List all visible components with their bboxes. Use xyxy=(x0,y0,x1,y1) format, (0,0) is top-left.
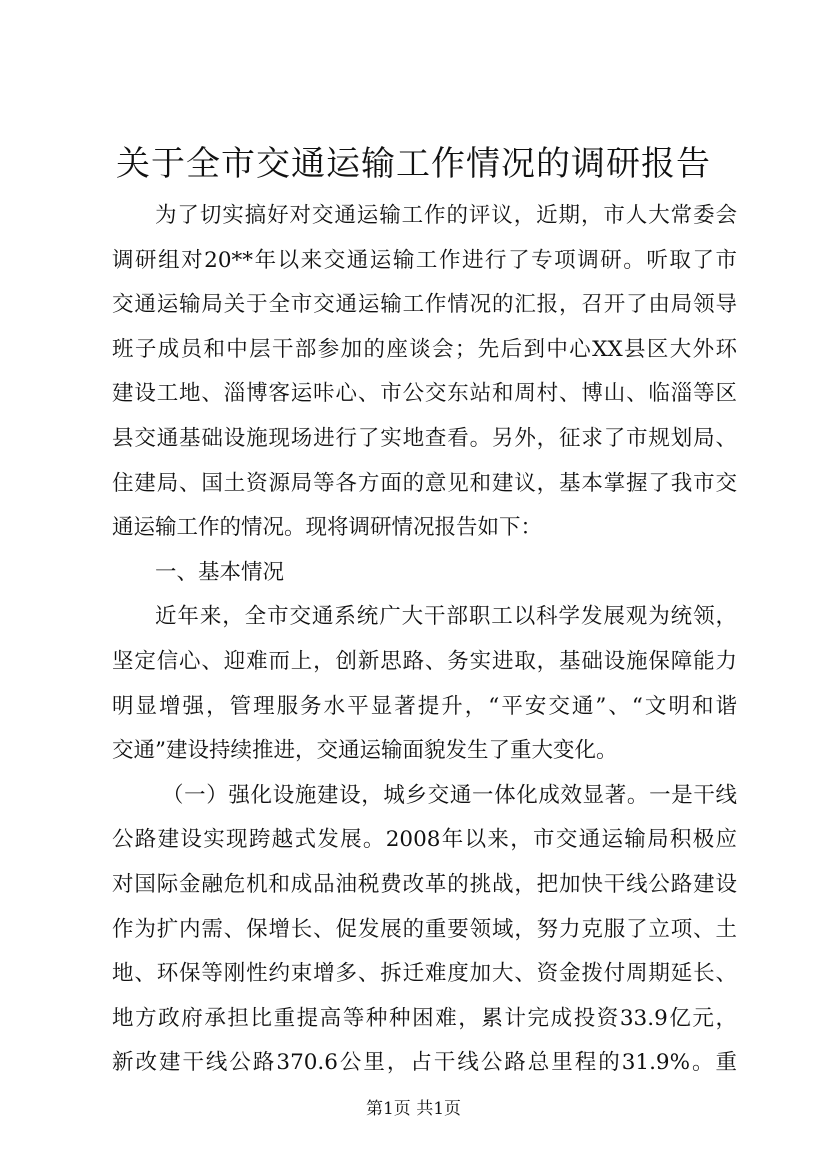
paragraph-line: 作为扩内需、保增长、促发展的重要领域，努力克服了立项、土 xyxy=(112,916,737,942)
paragraph-line: 新改建干线公路370.6公里，占干线公路总里程的31.9%。重 xyxy=(112,1050,737,1076)
paragraph-line: 建设工地、淄博客运咔心、市公交东站和周村、博山、临淄等区 xyxy=(112,381,737,407)
paragraph-line: 地、环保等刚性约束增多、拆迁难度加大、资金拨付周期延长、 xyxy=(112,961,737,987)
paragraph-line: 县交通基础设施现场进行了实地查看。另外，征求了市规划局、 xyxy=(112,425,737,451)
paragraph-line: 通运输工作的情况。现将调研情况报告如下： xyxy=(112,515,543,541)
paragraph-line: 交通”建设持续推进，交通运输面貌发生了重大变化。 xyxy=(112,738,618,764)
paragraph-line: 近年来，全市交通系统广大干部职工以科学发展观为统领， xyxy=(155,604,737,630)
document-body xyxy=(112,194,737,1086)
paragraph-line: 住建局、国土资源局等各方面的意见和建议，基本掌握了我市交 xyxy=(112,470,737,496)
paragraph-line: 调研组对20**年以来交通运输工作进行了专项调研。听取了市 xyxy=(112,247,737,273)
paragraph-line: 明显增强，管理服务水平显著提升，“平安交通”、“文明和谐 xyxy=(112,693,737,719)
paragraph-line: 公路建设实现跨越式发展。2008年以来，市交通运输局积极应 xyxy=(112,827,737,853)
paragraph-line: 对国际金融危机和成品油税费改革的挑战，把加快干线公路建设 xyxy=(112,871,737,897)
paragraph-line: 为了切实搞好对交通运输工作的评议，近期，市人大常委会 xyxy=(155,203,737,228)
document-title: 关于全市交通运输工作情况的调研报告 xyxy=(116,144,711,184)
paragraph-line: 班子成员和中层干部参加的座谈会；先后到中心XX县区大外环 xyxy=(112,336,737,362)
paragraph-line: （一）强化设施建设，城乡交通一体化成效显著。一是干线 xyxy=(162,782,737,808)
paragraph-line: 地方政府承担比重提高等种种困难，累计完成投资33.9亿元， xyxy=(112,1005,737,1031)
section-heading: 一、基本情况 xyxy=(155,559,285,585)
page-number: 第1页 共1页 xyxy=(365,1099,462,1119)
paragraph-line: 坚定信心、迎难而上，创新思路、务实进取，基础设施保障能力 xyxy=(112,648,737,674)
paragraph-line: 交通运输局关于全市交通运输工作情况的汇报，召开了由局领导 xyxy=(112,292,737,318)
